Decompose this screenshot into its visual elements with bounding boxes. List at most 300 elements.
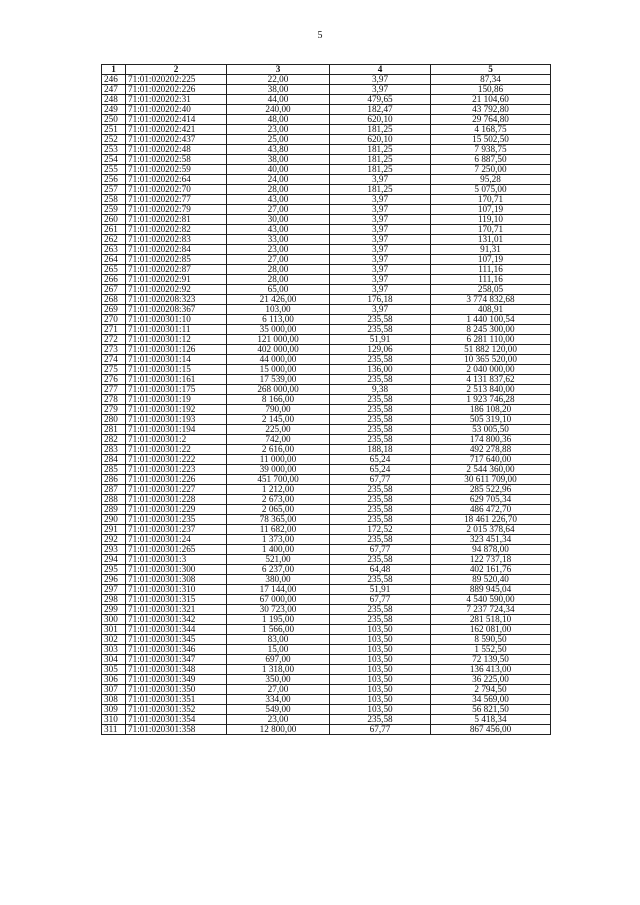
- area-cell: 697,00: [227, 655, 330, 665]
- cadastral-number: 71:01:020301:223: [126, 465, 227, 475]
- table-row: [102, 155, 551, 165]
- area-cell: 39 000,00: [227, 465, 330, 475]
- value-cell: 15 502,50: [431, 135, 551, 145]
- cadastral-number: 71:01:020301:344: [126, 625, 227, 635]
- table-row: [102, 165, 551, 175]
- cadastral-number: 71:01:020301:237: [126, 525, 227, 535]
- area-cell: 27,00: [227, 255, 330, 265]
- area-cell: 33,00: [227, 235, 330, 245]
- row-number: 248: [102, 95, 126, 105]
- table-row: [102, 85, 551, 95]
- value-cell: 629 705,34: [431, 495, 551, 505]
- cadastral-number: 71:01:020301:161: [126, 375, 227, 385]
- rate-cell: 235,58: [330, 375, 431, 385]
- value-cell: 7 237 724,34: [431, 605, 551, 615]
- rate-cell: 235,58: [330, 495, 431, 505]
- rate-cell: 620,10: [330, 115, 431, 125]
- cadastral-number: 71:01:020301:126: [126, 345, 227, 355]
- area-cell: 240,00: [227, 105, 330, 115]
- value-cell: 7 938,75: [431, 145, 551, 155]
- row-number: 311: [102, 725, 126, 735]
- rate-cell: 235,58: [330, 395, 431, 405]
- area-cell: 23,00: [227, 715, 330, 725]
- cadastral-number: 71:01:020202:77: [126, 195, 227, 205]
- area-cell: 1 400,00: [227, 545, 330, 555]
- row-number: 279: [102, 405, 126, 415]
- row-number: 309: [102, 705, 126, 715]
- area-cell: 549,00: [227, 705, 330, 715]
- table-row: [102, 75, 551, 85]
- rate-cell: 3,97: [330, 175, 431, 185]
- row-number: 253: [102, 145, 126, 155]
- cadastral-number: 71:01:020301:358: [126, 725, 227, 735]
- area-cell: 17 539,00: [227, 375, 330, 385]
- row-number: 280: [102, 415, 126, 425]
- table-row: [102, 185, 551, 195]
- row-number: 277: [102, 385, 126, 395]
- table-row: [102, 275, 551, 285]
- table-row: [102, 135, 551, 145]
- table-row: [102, 175, 551, 185]
- value-cell: 56 821,50: [431, 705, 551, 715]
- row-number: 300: [102, 615, 126, 625]
- row-number: 247: [102, 85, 126, 95]
- value-cell: 107,19: [431, 205, 551, 215]
- row-number: 295: [102, 565, 126, 575]
- row-number: 273: [102, 345, 126, 355]
- cadastral-number: 71:01:020202:87: [126, 265, 227, 275]
- row-number: 268: [102, 295, 126, 305]
- cadastral-number: 71:01:020202:64: [126, 175, 227, 185]
- cadastral-number: 71:01:020301:348: [126, 665, 227, 675]
- table-row: [102, 585, 551, 595]
- rate-cell: 3,97: [330, 285, 431, 295]
- rate-cell: 235,58: [330, 535, 431, 545]
- row-number: 267: [102, 285, 126, 295]
- rate-cell: 103,50: [330, 675, 431, 685]
- area-cell: 1 318,00: [227, 665, 330, 675]
- table-row: [102, 305, 551, 315]
- table-row: [102, 255, 551, 265]
- rate-cell: 3,97: [330, 205, 431, 215]
- column-header-1: 1: [102, 65, 126, 75]
- rate-cell: 3,97: [330, 235, 431, 245]
- table-row: [102, 655, 551, 665]
- rate-cell: 103,50: [330, 665, 431, 675]
- area-cell: 43,00: [227, 195, 330, 205]
- rate-cell: 65,24: [330, 465, 431, 475]
- value-cell: 285 522,96: [431, 485, 551, 495]
- area-cell: 334,00: [227, 695, 330, 705]
- table-row: [102, 415, 551, 425]
- value-cell: 150,86: [431, 85, 551, 95]
- value-cell: 889 945,04: [431, 585, 551, 595]
- cadastral-number: 71:01:020301:10: [126, 315, 227, 325]
- value-cell: 53 005,50: [431, 425, 551, 435]
- row-number: 252: [102, 135, 126, 145]
- value-cell: 21 104,60: [431, 95, 551, 105]
- row-number: 282: [102, 435, 126, 445]
- rate-cell: 479,65: [330, 95, 431, 105]
- area-cell: 40,00: [227, 165, 330, 175]
- value-cell: 162 081,00: [431, 625, 551, 635]
- table-row: [102, 315, 551, 325]
- cadastral-number: 71:01:020301:192: [126, 405, 227, 415]
- area-cell: 2 673,00: [227, 495, 330, 505]
- row-number: 254: [102, 155, 126, 165]
- row-number: 263: [102, 245, 126, 255]
- area-cell: 21 426,00: [227, 295, 330, 305]
- table-row: [102, 465, 551, 475]
- cadastral-number: 71:01:020202:225: [126, 75, 227, 85]
- cadastral-number: 71:01:020301:354: [126, 715, 227, 725]
- table-row: [102, 715, 551, 725]
- value-cell: 2 794,50: [431, 685, 551, 695]
- area-cell: 2 616,00: [227, 445, 330, 455]
- rate-cell: 51,91: [330, 335, 431, 345]
- table-row: [102, 505, 551, 515]
- rate-cell: 235,58: [330, 485, 431, 495]
- rate-cell: 235,58: [330, 435, 431, 445]
- row-number: 262: [102, 235, 126, 245]
- area-cell: 67 000,00: [227, 595, 330, 605]
- table-row: [102, 295, 551, 305]
- area-cell: 225,00: [227, 425, 330, 435]
- column-header-5: 5: [431, 65, 551, 75]
- value-cell: 505 319,10: [431, 415, 551, 425]
- row-number: 297: [102, 585, 126, 595]
- rate-cell: 620,10: [330, 135, 431, 145]
- table-row: [102, 675, 551, 685]
- rate-cell: 182,47: [330, 105, 431, 115]
- table-row: [102, 105, 551, 115]
- row-number: 246: [102, 75, 126, 85]
- table-row: [102, 485, 551, 495]
- value-cell: 5 075,00: [431, 185, 551, 195]
- row-number: 283: [102, 445, 126, 455]
- row-number: 302: [102, 635, 126, 645]
- rate-cell: 172,52: [330, 525, 431, 535]
- rate-cell: 64,48: [330, 565, 431, 575]
- row-number: 274: [102, 355, 126, 365]
- rate-cell: 3,97: [330, 225, 431, 235]
- column-header-4: 4: [330, 65, 431, 75]
- cadastral-number: 71:01:020202:48: [126, 145, 227, 155]
- area-cell: 30 723,00: [227, 605, 330, 615]
- area-cell: 1 373,00: [227, 535, 330, 545]
- table-row: [102, 525, 551, 535]
- area-cell: 1 566,00: [227, 625, 330, 635]
- area-cell: 11 682,00: [227, 525, 330, 535]
- table-row: [102, 205, 551, 215]
- row-number: 292: [102, 535, 126, 545]
- cadastral-table: [101, 64, 551, 735]
- table-row: [102, 345, 551, 355]
- value-cell: 1 440 100,54: [431, 315, 551, 325]
- table-row: [102, 95, 551, 105]
- value-cell: 2 513 840,00: [431, 385, 551, 395]
- table-row: [102, 595, 551, 605]
- value-cell: 95,28: [431, 175, 551, 185]
- value-cell: 2 040 000,00: [431, 365, 551, 375]
- rate-cell: 67,77: [330, 595, 431, 605]
- area-cell: 521,00: [227, 555, 330, 565]
- cadastral-number: 71:01:020301:308: [126, 575, 227, 585]
- table-row: [102, 225, 551, 235]
- area-cell: 27,00: [227, 205, 330, 215]
- value-cell: 131,01: [431, 235, 551, 245]
- rate-cell: 67,77: [330, 475, 431, 485]
- rate-cell: 51,91: [330, 585, 431, 595]
- value-cell: 51 882 120,00: [431, 345, 551, 355]
- rate-cell: 103,50: [330, 695, 431, 705]
- row-number: 275: [102, 365, 126, 375]
- table-row: [102, 115, 551, 125]
- table-row: [102, 215, 551, 225]
- cadastral-number: 71:01:020301:2: [126, 435, 227, 445]
- area-cell: 17 144,00: [227, 585, 330, 595]
- area-cell: 268 000,00: [227, 385, 330, 395]
- table-row: [102, 235, 551, 245]
- rate-cell: 181,25: [330, 165, 431, 175]
- area-cell: 402 000,00: [227, 345, 330, 355]
- row-number: 288: [102, 495, 126, 505]
- row-number: 255: [102, 165, 126, 175]
- area-cell: 2 145,00: [227, 415, 330, 425]
- row-number: 284: [102, 455, 126, 465]
- area-cell: 28,00: [227, 265, 330, 275]
- table-row: [102, 285, 551, 295]
- table-header: [102, 65, 551, 75]
- value-cell: 87,34: [431, 75, 551, 85]
- area-cell: 28,00: [227, 275, 330, 285]
- cadastral-number: 71:01:020301:310: [126, 585, 227, 595]
- area-cell: 44,00: [227, 95, 330, 105]
- rate-cell: 3,97: [330, 265, 431, 275]
- value-cell: 8 245 300,00: [431, 325, 551, 335]
- value-cell: 107,19: [431, 255, 551, 265]
- row-number: 291: [102, 525, 126, 535]
- area-cell: 1 212,00: [227, 485, 330, 495]
- row-number: 278: [102, 395, 126, 405]
- rate-cell: 188,18: [330, 445, 431, 455]
- area-cell: 35 000,00: [227, 325, 330, 335]
- rate-cell: 235,58: [330, 555, 431, 565]
- table-row: [102, 405, 551, 415]
- table-row: [102, 695, 551, 705]
- area-cell: 23,00: [227, 125, 330, 135]
- area-cell: 48,00: [227, 115, 330, 125]
- area-cell: 78 365,00: [227, 515, 330, 525]
- row-number: 306: [102, 675, 126, 685]
- rate-cell: 235,58: [330, 405, 431, 415]
- rate-cell: 3,97: [330, 255, 431, 265]
- table-row: [102, 195, 551, 205]
- table-row: [102, 535, 551, 545]
- rate-cell: 3,97: [330, 275, 431, 285]
- cadastral-number: 71:01:020301:345: [126, 635, 227, 645]
- value-cell: 6 281 110,00: [431, 335, 551, 345]
- area-cell: 28,00: [227, 185, 330, 195]
- area-cell: 6 113,00: [227, 315, 330, 325]
- row-number: 270: [102, 315, 126, 325]
- row-number: 251: [102, 125, 126, 135]
- row-number: 308: [102, 695, 126, 705]
- value-cell: 94 878,00: [431, 545, 551, 555]
- area-cell: 121 000,00: [227, 335, 330, 345]
- cadastral-number: 71:01:020202:58: [126, 155, 227, 165]
- value-cell: 170,71: [431, 225, 551, 235]
- cadastral-number: 71:01:020301:226: [126, 475, 227, 485]
- rate-cell: 235,58: [330, 615, 431, 625]
- row-number: 289: [102, 505, 126, 515]
- table-row: [102, 425, 551, 435]
- header-row: [102, 65, 551, 75]
- value-cell: 43 792,80: [431, 105, 551, 115]
- row-number: 256: [102, 175, 126, 185]
- area-cell: 44 000,00: [227, 355, 330, 365]
- table-row: [102, 725, 551, 735]
- area-cell: 43,00: [227, 225, 330, 235]
- area-cell: 22,00: [227, 75, 330, 85]
- cadastral-number: 71:01:020301:222: [126, 455, 227, 465]
- cadastral-number: 71:01:020301:193: [126, 415, 227, 425]
- cadastral-number: 71:01:020202:31: [126, 95, 227, 105]
- row-number: 250: [102, 115, 126, 125]
- row-number: 281: [102, 425, 126, 435]
- rate-cell: 9,38: [330, 385, 431, 395]
- value-cell: 258,05: [431, 285, 551, 295]
- rate-cell: 3,97: [330, 195, 431, 205]
- row-number: 271: [102, 325, 126, 335]
- row-number: 269: [102, 305, 126, 315]
- table-row: [102, 125, 551, 135]
- value-cell: 408,91: [431, 305, 551, 315]
- table-row: [102, 575, 551, 585]
- value-cell: 30 611 709,00: [431, 475, 551, 485]
- row-number: 259: [102, 205, 126, 215]
- cadastral-number: 71:01:020301:194: [126, 425, 227, 435]
- value-cell: 4 131 837,62: [431, 375, 551, 385]
- table-row: [102, 385, 551, 395]
- area-cell: 15,00: [227, 645, 330, 655]
- rate-cell: 103,50: [330, 685, 431, 695]
- value-cell: 5 418,34: [431, 715, 551, 725]
- rate-cell: 3,97: [330, 215, 431, 225]
- cadastral-number: 71:01:020202:79: [126, 205, 227, 215]
- cadastral-number: 71:01:020202:226: [126, 85, 227, 95]
- value-cell: 111,16: [431, 265, 551, 275]
- row-number: 249: [102, 105, 126, 115]
- table-row: [102, 495, 551, 505]
- value-cell: 29 764,80: [431, 115, 551, 125]
- value-cell: 281 518,10: [431, 615, 551, 625]
- area-cell: 27,00: [227, 685, 330, 695]
- table-row: [102, 515, 551, 525]
- table-row: [102, 555, 551, 565]
- column-header-3: 3: [227, 65, 330, 75]
- value-cell: 402 161,76: [431, 565, 551, 575]
- table-row: [102, 335, 551, 345]
- row-number: 276: [102, 375, 126, 385]
- row-number: 296: [102, 575, 126, 585]
- row-number: 294: [102, 555, 126, 565]
- cadastral-number: 71:01:020301:14: [126, 355, 227, 365]
- rate-cell: 235,58: [330, 425, 431, 435]
- rate-cell: 181,25: [330, 125, 431, 135]
- rate-cell: 235,58: [330, 515, 431, 525]
- cadastral-number: 71:01:020301:315: [126, 595, 227, 605]
- rate-cell: 103,50: [330, 635, 431, 645]
- rate-cell: 235,58: [330, 415, 431, 425]
- cadastral-number: 71:01:020301:235: [126, 515, 227, 525]
- rate-cell: 176,18: [330, 295, 431, 305]
- table-body: [102, 75, 551, 735]
- area-cell: 451 700,00: [227, 475, 330, 485]
- table-row: [102, 145, 551, 155]
- area-cell: 1 195,00: [227, 615, 330, 625]
- table-row: [102, 625, 551, 635]
- row-number: 299: [102, 605, 126, 615]
- rate-cell: 65,24: [330, 455, 431, 465]
- table-row: [102, 455, 551, 465]
- table-row: [102, 265, 551, 275]
- cadastral-number: 71:01:020301:300: [126, 565, 227, 575]
- value-cell: 174 800,36: [431, 435, 551, 445]
- cadastral-number: 71:01:020202:82: [126, 225, 227, 235]
- row-number: 310: [102, 715, 126, 725]
- table-row: [102, 635, 551, 645]
- value-cell: 122 737,18: [431, 555, 551, 565]
- area-cell: 83,00: [227, 635, 330, 645]
- row-number: 257: [102, 185, 126, 195]
- rate-cell: 67,77: [330, 545, 431, 555]
- cadastral-number: 71:01:020301:229: [126, 505, 227, 515]
- cadastral-number: 71:01:020301:347: [126, 655, 227, 665]
- area-cell: 2 065,00: [227, 505, 330, 515]
- value-cell: 89 520,40: [431, 575, 551, 585]
- table-row: [102, 365, 551, 375]
- rate-cell: 103,50: [330, 705, 431, 715]
- rate-cell: 235,58: [330, 715, 431, 725]
- rate-cell: 3,97: [330, 305, 431, 315]
- rate-cell: 103,50: [330, 645, 431, 655]
- table-row: [102, 685, 551, 695]
- area-cell: 15 000,00: [227, 365, 330, 375]
- area-cell: 43,80: [227, 145, 330, 155]
- table-row: [102, 605, 551, 615]
- cadastral-number: 71:01:020202:437: [126, 135, 227, 145]
- area-cell: 23,00: [227, 245, 330, 255]
- value-cell: 6 887,50: [431, 155, 551, 165]
- rate-cell: 3,97: [330, 245, 431, 255]
- cadastral-number: 71:01:020202:40: [126, 105, 227, 115]
- area-cell: 65,00: [227, 285, 330, 295]
- cadastral-number: 71:01:020301:175: [126, 385, 227, 395]
- row-number: 290: [102, 515, 126, 525]
- value-cell: 1 923 746,28: [431, 395, 551, 405]
- cadastral-number: 71:01:020301:321: [126, 605, 227, 615]
- value-cell: 3 774 832,68: [431, 295, 551, 305]
- cadastral-number: 71:01:020202:92: [126, 285, 227, 295]
- cadastral-number: 71:01:020301:342: [126, 615, 227, 625]
- table-row: [102, 665, 551, 675]
- value-cell: 186 108,20: [431, 405, 551, 415]
- row-number: 301: [102, 625, 126, 635]
- cadastral-number: 71:01:020208:323: [126, 295, 227, 305]
- cadastral-number: 71:01:020301:11: [126, 325, 227, 335]
- area-cell: 24,00: [227, 175, 330, 185]
